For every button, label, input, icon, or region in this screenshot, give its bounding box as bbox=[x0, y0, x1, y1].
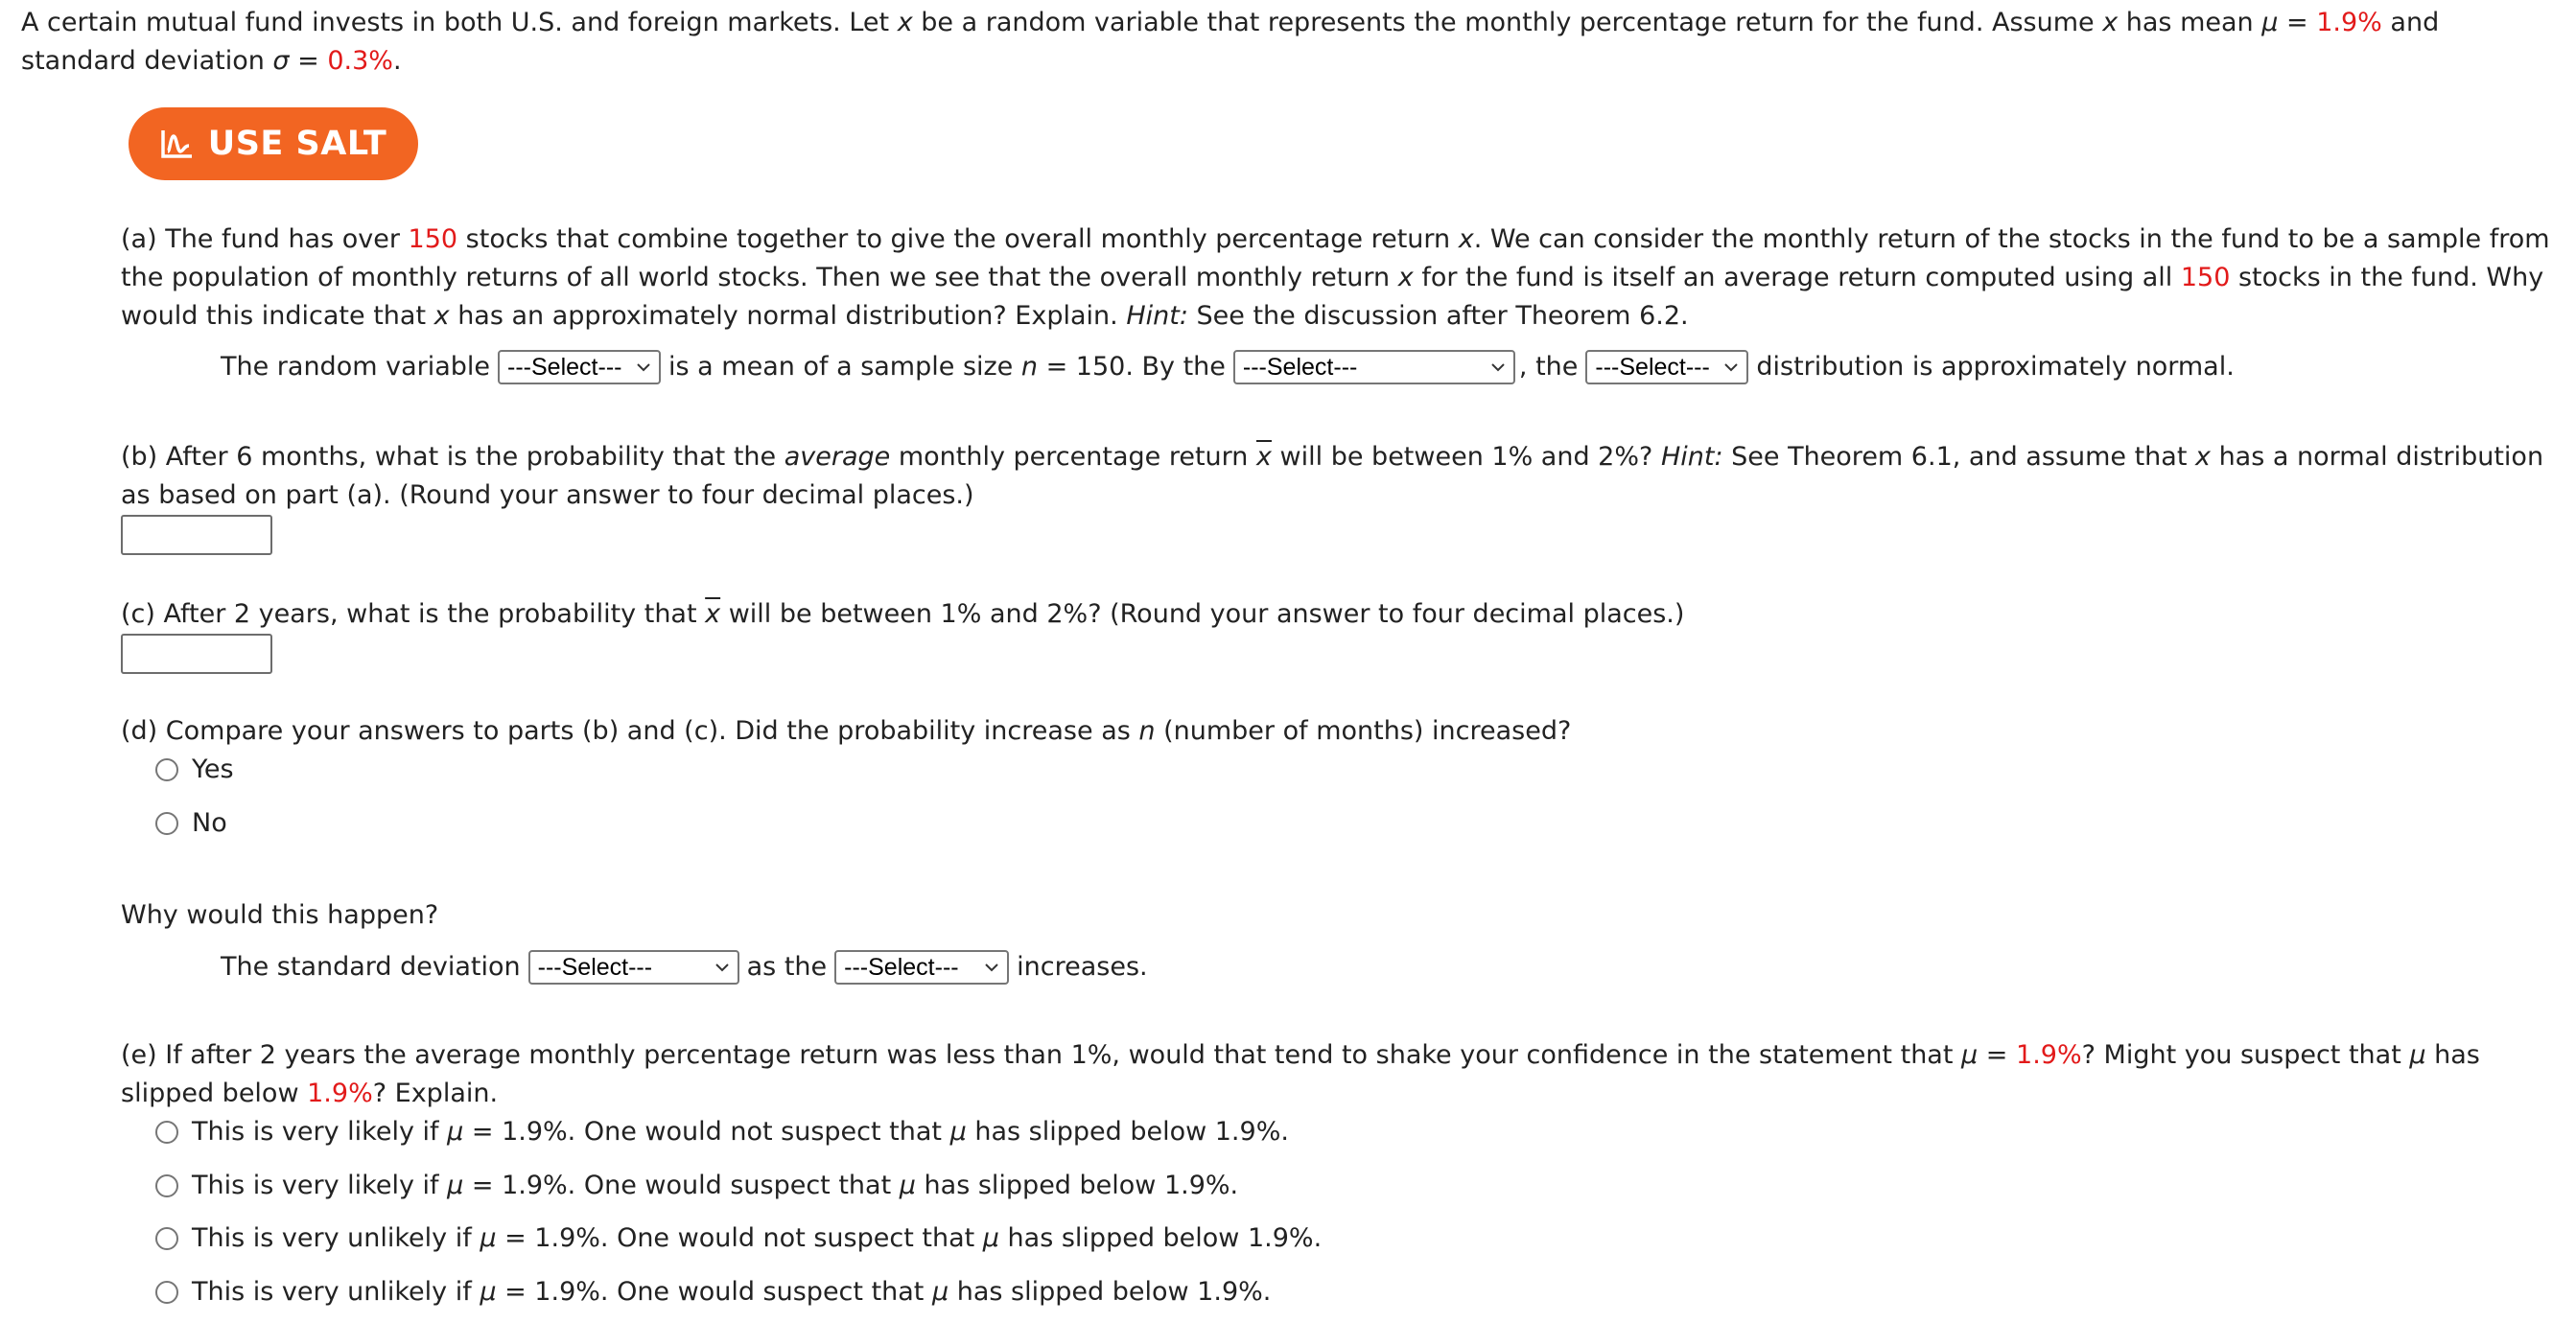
radio-e-4[interactable] bbox=[155, 1281, 178, 1304]
option-e-4[interactable]: This is very unlikely if μ = 1.9%. One would suspect that μ has slipped below 1.9%. bbox=[155, 1273, 1271, 1311]
use-salt-label: USE SALT bbox=[207, 125, 387, 163]
use-salt-button[interactable] bbox=[129, 107, 418, 180]
part-c-text: (c) After 2 years, what is the probability that $\overline{x}$ will be between 1% and 2%? (Round your answer to four decimal places.) bbox=[121, 599, 1685, 629]
part-c-answer-input[interactable] bbox=[121, 634, 272, 674]
chevron-down-icon bbox=[982, 958, 1001, 977]
mean-value: 1.9% bbox=[2316, 8, 2382, 37]
radio-yes[interactable] bbox=[155, 758, 178, 781]
chevron-down-icon bbox=[1488, 358, 1508, 377]
sd-value: 0.3% bbox=[327, 46, 393, 76]
part-d-text: (d) Compare your answers to parts (b) and (c). Did the probability increase as n (number of months) increased? bbox=[121, 716, 1572, 746]
option-e-1[interactable]: This is very likely if μ = 1.9%. One would not suspect that μ has slipped below 1.9%. bbox=[155, 1113, 1289, 1151]
option-no[interactable]: No bbox=[155, 804, 227, 843]
radio-e-1[interactable] bbox=[155, 1121, 178, 1144]
quantity-select[interactable]: ---Select--- bbox=[834, 950, 1009, 985]
radio-e-3[interactable] bbox=[155, 1227, 178, 1250]
part-d-answer-row: The standard deviation ---Select--- as the ---Select--- increases. bbox=[221, 948, 1148, 986]
distribution-select[interactable]: ---Select--- bbox=[1585, 350, 1748, 384]
theorem-select[interactable]: ---Select--- bbox=[1233, 350, 1515, 384]
option-e-3[interactable]: This is very unlikely if μ = 1.9%. One would not suspect that μ has slipped below 1.9%. bbox=[155, 1219, 1322, 1258]
radio-no[interactable] bbox=[155, 812, 178, 835]
option-e-2[interactable]: This is very likely if μ = 1.9%. One would suspect that μ has slipped below 1.9%. bbox=[155, 1167, 1238, 1205]
option-yes[interactable]: Yes bbox=[155, 751, 234, 789]
part-a-text: (a) The fund has over 150 stocks that combine together to give the overall monthly percentage return x. We can consider the monthly return of the stocks in the fund to be a sample from the population of monthly returns of all world stocks. Then we see that the overall monthly return x for the fund is itself an average return computed using all 150 stocks in the fund. Why would this indicate that x has an approximately normal distribution? Explain. Hint: See the discussion after Theorem 6.2. bbox=[121, 224, 2550, 331]
chevron-down-icon bbox=[1721, 358, 1741, 377]
part-b-text: (b) After 6 months, what is the probability that the average monthly percentage return $\overline{x}$ will be between 1% and 2%? Hint: See Theorem 6.1, and assume that x has a normal distribution as based on part (a). (Round your answer to four decimal places.) bbox=[121, 442, 2544, 510]
random-variable-select[interactable]: ---Select--- bbox=[498, 350, 661, 384]
std-dev-select[interactable]: ---Select--- bbox=[528, 950, 739, 985]
salt-chart-icon bbox=[160, 128, 195, 159]
part-b-answer-input[interactable] bbox=[121, 515, 272, 555]
chevron-down-icon bbox=[634, 358, 653, 377]
why-label: Why would this happen? bbox=[121, 900, 439, 930]
part-a-answer-row: The random variable ---Select--- is a mean of a sample size n = 150. By the ---Select--- , the ---Select--- distribution is approximately normal. bbox=[221, 348, 2235, 386]
radio-e-2[interactable] bbox=[155, 1174, 178, 1197]
part-e-text: (e) If after 2 years the average monthly percentage return was less than 1%, would that tend to shake your confidence in the statement that μ = 1.9%? Might you suspect that μ has slipped below 1.9%? Explain. bbox=[121, 1040, 2480, 1108]
chevron-down-icon bbox=[713, 958, 732, 977]
intro-text: A certain mutual fund invests in both U.S. and foreign markets. Let x be a random variable that represents the monthly percentage return for the fund. Assume x has mean μ = 1.9% and standard deviation σ = 0.3%. bbox=[21, 8, 2440, 76]
